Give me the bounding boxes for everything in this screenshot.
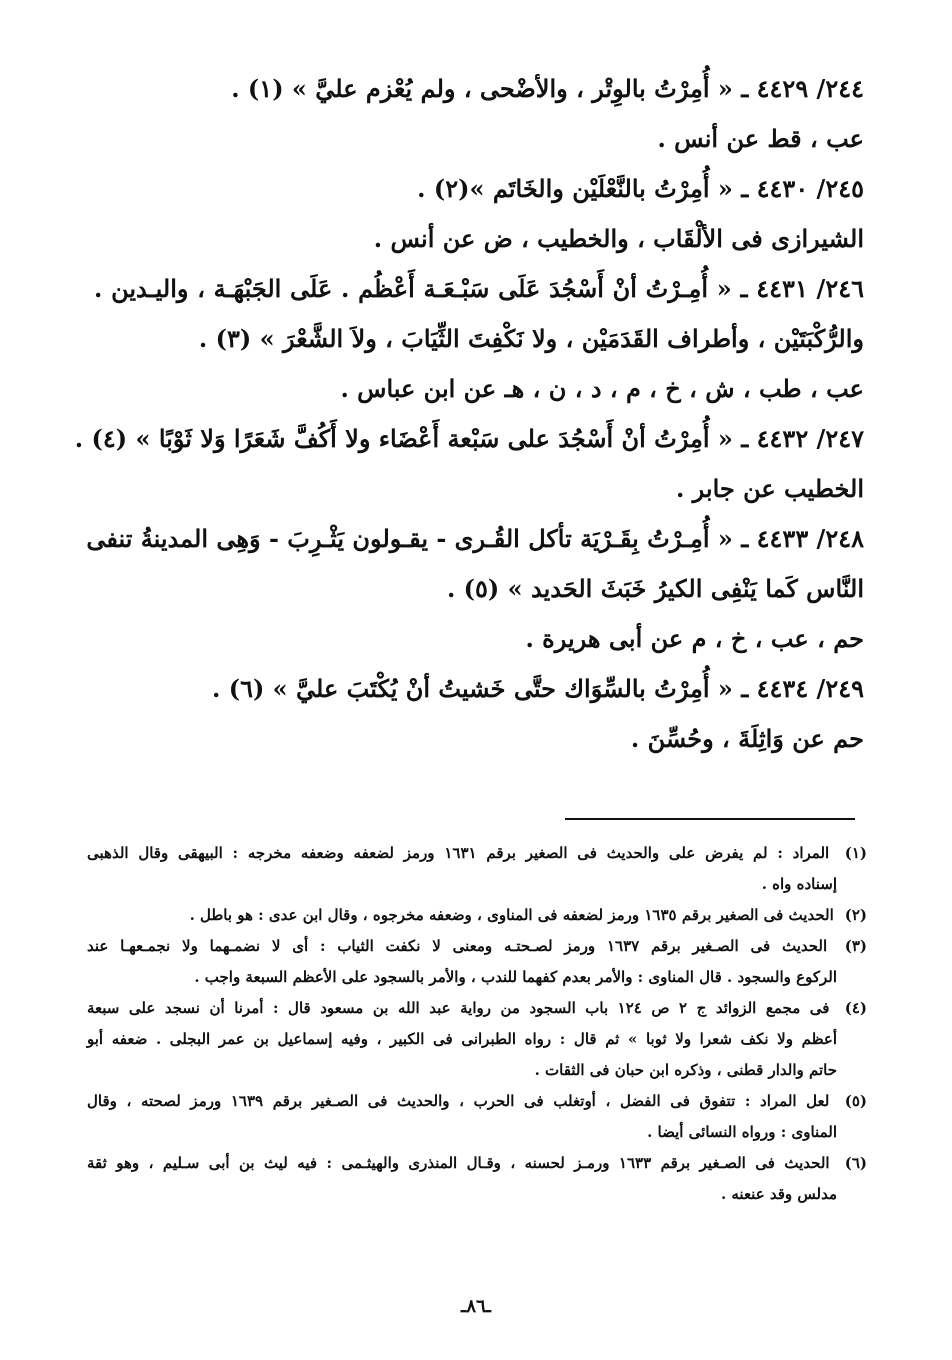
source-249: حم عن وَاثِلَةَ ، وحُسِّنَ . — [630, 724, 864, 753]
footnote-text: إسناده واه . — [761, 875, 837, 893]
footnote-text: حاتم والدار قطنى ، وذكره ابن حبان فى الثقات . — [534, 1061, 837, 1079]
footnote-2 — [87, 900, 867, 931]
footnote-number: (٥) — [844, 1092, 867, 1110]
footnote-text: الحديث فى الصـغير برقم ١٦٣٣ ورمـز لحسنه ، وقـال المنذرى والهيثـمى : فيه ليث بن أبى سـليم ، وهو ثقة — [87, 1154, 830, 1172]
hadith-246: ٢٤٦/ ٤٤٣١ ـ « أُمِـرْتُ أنْ أَسْجُدَ عَلَى سَبْـعَـة أَعْظُم . عَلَى الجَبْهَـة ، واليـدين . — [94, 274, 864, 303]
source-244: عب ، قط عن أنس . — [657, 124, 864, 153]
hadith-244: ٢٤٤/ ٤٤٢٩ ـ « أُمِرْتُ بالوِتْر ، والأضْحى ، ولم يُعْزم عليَّ » (١) . — [231, 74, 864, 103]
hadith-246-cont: والرُّكْبَتَيْن ، وأطراف القَدَمَيْن ، ولا نَكْفِتَ الثِّيَابَ ، ولاَ الشَّعْرَ » (٣) . — [198, 324, 864, 353]
footnote-text: مدلس وقد عنعنه . — [720, 1185, 837, 1203]
source-247: الخطيب عن جابر . — [675, 474, 864, 503]
footnote-number: (١) — [844, 844, 867, 862]
page-number: ـ٨٦ـ — [461, 1296, 491, 1317]
hadith-247: ٢٤٧/ ٤٤٣٢ ـ « أُمِرْتُ أنْ أَسْجُدَ على سَبْعة أَعْضَاء ولا أَكُفَّ شَعَرًا وَلا ثَوْبًا » (٤) . — [74, 424, 864, 453]
footnote-text: المراد : لم يفرض على والحديث فى الصغير برقم ١٦٣١ ورمز لضعفه وضعفه مخرجه : البيهقى وقال الذهبى — [87, 844, 830, 862]
source-248: حم ، عب ، خ ، م عن أبى هريرة . — [525, 624, 864, 653]
footnote-text: أعظم ولا نكف شعرا ولا ثوبا » ثم قال : رواه الطبرانى فى الكبير ، وفيه إسماعيل بن عمر البجلى . ضعفه أبو — [87, 1030, 837, 1048]
footnote-text: فى مجمع الزوائد ج ٢ ص ١٢٤ باب السجود من رواية عبد الله بن مسعود قال : أمرنا أن نسجد على سبعة — [87, 999, 830, 1017]
footnote-text: الحديث فى الصـغير برقم ١٦٣٧ ورمز لصـحتـه ومعنى لا نكفت الثياب : أى لا نضمـهما ولا نجمـعهـا عند — [87, 937, 828, 955]
footnote-number: (٢) — [844, 906, 867, 924]
footnote-text: الركوع والسجود . قال المناوى : والأمر بعدم كفهما للندب ، والأمر بالسجود على الأعظم السبعة واجب . — [194, 968, 837, 986]
footnotes — [87, 838, 867, 1210]
footnote-1 — [87, 838, 867, 900]
footnote-6 — [87, 1148, 867, 1210]
hadith-249: ٢٤٩/ ٤٤٣٤ ـ « أُمِرْتُ بالسِّوَاك حتَّى خَشيتُ أنْ يُكْتَبَ عليَّ » (٦) . — [212, 674, 864, 703]
footnote-number: (٦) — [844, 1154, 867, 1172]
footnote-4 — [87, 993, 867, 1086]
footnote-number: (٣) — [844, 937, 867, 955]
footnote-number: (٤) — [844, 999, 867, 1017]
footnote-3 — [87, 931, 867, 993]
footnote-5 — [87, 1086, 867, 1148]
hadith-248: ٢٤٨/ ٤٤٣٣ ـ « أُمِـرْتُ بِقَـرْيَة تأكل القُـرى - يقـولون يَثْـرِبَ - وَهِى المدينةُ تنفى — [86, 524, 864, 553]
hadith-248-cont: النَّاس كَما يَنْفِى الكيرُ خَبَثَ الحَديد » (٥) . — [446, 574, 864, 603]
source-245: الشيرازى فى الألْقَاب ، والخطيب ، ض عن أنس . — [373, 224, 864, 253]
hadith-text — [74, 64, 864, 764]
source-246: عب ، طب ، ش ، خ ، م ، د ، ن ، هـ عن ابن عباس . — [340, 374, 864, 403]
footnote-text: المناوى : ورواه النسائى أيضا . — [647, 1123, 837, 1141]
footnote-separator — [565, 818, 855, 820]
footnote-text: لعل المراد : تتفوق فى الفضل ، أوتغلب فى الحرب ، والحديث فى الصـغير برقم ١٦٣٩ ورمز لصحته ، وقال — [87, 1092, 830, 1110]
hadith-245: ٢٤٥/ ٤٤٣٠ ـ « أُمِرْتُ بالنَّعْلَيْن والخَاتَم »(٢) . — [417, 174, 864, 203]
footnote-text: الحديث فى الصغير برقم ١٦٣٥ ورمز لضعفه فى المناوى ، وضعفه مخرجوه ، وقال ابن عدى : هو باطل . — [189, 906, 834, 924]
